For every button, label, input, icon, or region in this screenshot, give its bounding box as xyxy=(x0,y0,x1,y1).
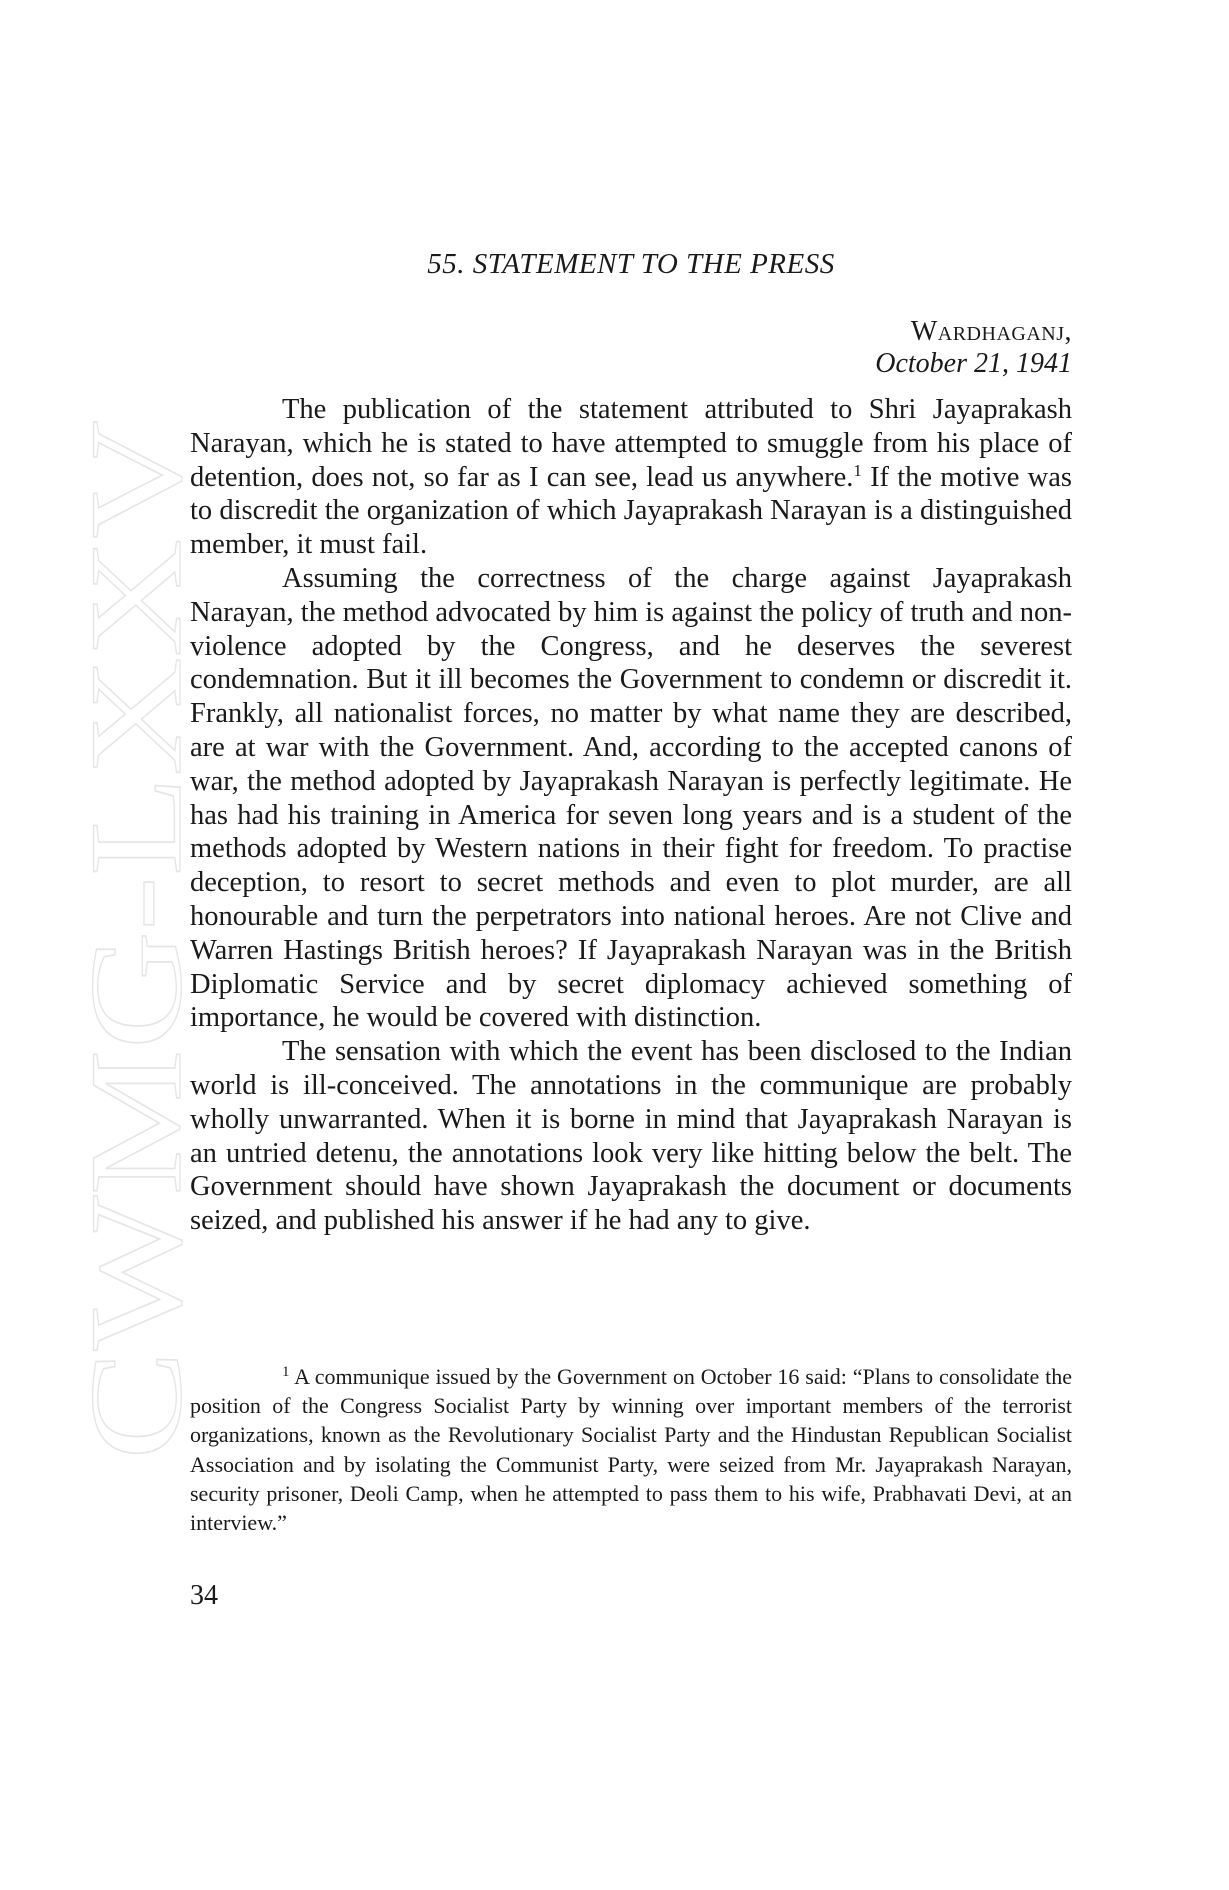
paragraph-3: The sensation with which the event has been disclosed to the Indian world is ill-conceived. The annotations in the communique are probably wholly unwarranted. When it is borne in mind that Jayaprakash Narayan is an untried detenu, the annotations look very like hitting below the belt. The Government should have shown Jayaprakash the document or documents seized, and published his answer if he had any to give. xyxy=(190,1036,1072,1237)
watermark-text: CWMG-LXXV xyxy=(62,624,209,1460)
footnote xyxy=(190,1362,1072,1537)
footnote-reference: 1 xyxy=(853,460,862,480)
document-title: 55. STATEMENT TO THE PRESS xyxy=(427,248,835,280)
paragraph-2: Assuming the correctness of the charge against Jayaprakash Narayan, the method advocated by him is against the policy of truth and non-violence adopted by the Congress, and he deserves the severest condemnation. But it ill becomes the Government to condemn or discredit it. Frankly, all nationalist forces, no matter by what name they are described, are at war with the Government. And, according to the accepted canons of war, the method adopted by Jayaprakash Narayan is perfectly legitimate. He has had his training in America for seven long years and is a student of the methods adopted by Western nations in their fight for freedom. To practise deception, to resort to secret methods and even to plot murder, are all honourable and turn the perpetrators into national heroes. Are not Clive and Warren Hastings British heroes? If Jayaprakash Narayan was in the British Diplomatic Service and by secret diplomacy achieved something of importance, he would be covered with distinction. xyxy=(190,562,1072,1034)
cwmg-watermark xyxy=(62,420,209,1460)
statement-body xyxy=(190,393,1072,1238)
dateline-date: October 21, 1941 xyxy=(875,348,1072,379)
dateline-place: Wardhaganj, xyxy=(910,316,1072,347)
paragraph-1: The publication of the statement attributed to Shri Jayaprakash Narayan, which he is stated to have attempted to smuggle from his place of detention, does not, so far as I can see, lead us anywhere.$^1$ If the motive was to discredit the organization of which Jayaprakash Narayan is a distinguished member, it must fail. xyxy=(190,394,1072,561)
footnote-text: A communique issued by the Government on October 16 said: “Plans to consolidate the position of the Congress Socialist Party by winning over important members of the terrorist organizations, known as the Revolutionary Socialist Party and the Hindustan Republican Socialist Association and by isolating the Communist Party, were seized from Mr. Jayaprakash Narayan, security prisoner, Deoli Camp, when he attempted to pass them to his wife, Prabhavati Devi, at an interview.” xyxy=(190,1364,1072,1536)
footnote-marker: 1 xyxy=(282,1364,290,1380)
page-number: 34 xyxy=(190,1580,218,1611)
